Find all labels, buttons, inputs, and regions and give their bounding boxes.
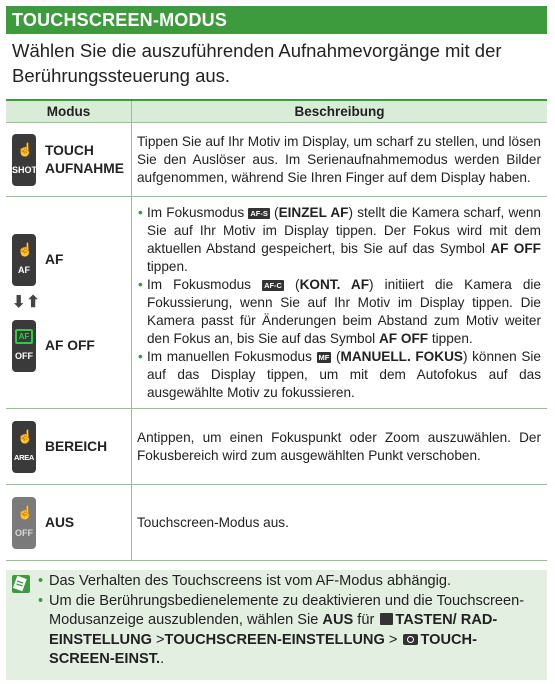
touch-shot-icon xyxy=(12,134,36,186)
touch-af-icon xyxy=(12,234,36,286)
af-s-icon: AF-S xyxy=(250,208,268,218)
notes-box xyxy=(6,570,547,680)
af-bullet-list xyxy=(137,204,541,402)
touchscreen-mode-table xyxy=(6,99,547,561)
toggle-arrows-icon: ⬇⬆ xyxy=(12,293,41,311)
table-row-off xyxy=(6,485,547,561)
table-row-touch-shot xyxy=(6,123,547,197)
mode-cell xyxy=(6,197,132,409)
list-item: • Das Verhalten des Touchscreens ist vom AF-Modus abhängig. xyxy=(38,572,542,592)
mode-label-off: AUS xyxy=(45,514,75,530)
icon-caption: AF xyxy=(18,264,30,275)
section-title: TOUCHSCREEN-MODUS xyxy=(6,6,547,34)
finger-icon: ☝ xyxy=(17,504,34,520)
label-line: AUFNAHME xyxy=(45,160,124,176)
mode-cell xyxy=(6,409,132,485)
mode-label-af-off: AF OFF xyxy=(45,337,95,353)
touch-area-icon xyxy=(12,421,36,473)
af-frame-icon xyxy=(15,329,33,344)
table-header-row xyxy=(6,100,547,123)
camera-icon xyxy=(403,634,418,645)
mode-label-area: BEREICH xyxy=(45,438,108,454)
mode-cell xyxy=(6,485,132,561)
mode-label-af: AF xyxy=(45,251,64,267)
finger-icon: ☝ xyxy=(17,428,34,444)
icon-caption: OFF xyxy=(15,350,33,361)
intro-text: Wählen Sie die auszuführenden Aufnahmevorgänge mit der Berührungssteuerung aus. xyxy=(12,40,502,86)
table-row-af xyxy=(6,197,547,409)
description-cell: Tippen Sie auf Ihr Motiv im Display, um scharf zu stellen, und lösen Sie den Auslöser aus. Im Serienaufnahmemodus werden Bilder aufgenommen, während Sie Ihren Finger auf dem Display haben. xyxy=(132,123,548,197)
finger-icon: ☝ xyxy=(17,141,34,157)
table-row-area xyxy=(6,409,547,485)
mf-icon: MF xyxy=(318,352,330,362)
mode-label-touch-shot xyxy=(45,142,124,178)
af-c-icon: AF-C xyxy=(264,280,282,290)
list-item: • Im manuellen Fokusmodus MF (MANUELL. FOKUS) können Sie auf das Display tippen, um mit dem Autofokus auf das ausgewählte Motiv zu fokussieren. xyxy=(147,348,541,402)
list-item: • Um die Berührungsbedienelemente zu deaktivieren und die Touchscreen-Modusanzeige auszublenden, wählen Sie AUS für TASTEN/ RAD-EINSTELLUNG >TOUCHSCREEN-EINSTELLUNG > TOUCH-SCREEN-EINST.. xyxy=(38,592,542,670)
icon-caption: SHOT xyxy=(12,164,38,175)
af-frame-text: AF xyxy=(18,331,30,341)
column-header-description: Beschreibung xyxy=(132,100,548,123)
list-item: • Im Fokusmodus AF-C (KONT. AF) initiiert die Kamera die Fokussierung, wenn Sie auf Ihr Motiv im Display tippen. Die Kamera passt für Änderungen beim Abstand zum Motiv weiter den Fokus an, bis Sie auf das Symbol AF OFF tippen. xyxy=(147,276,541,348)
mode-cell xyxy=(6,123,132,197)
notes-list xyxy=(38,572,542,670)
label-line: TOUCH xyxy=(45,142,94,158)
description-cell: Antippen, um einen Fokuspunkt oder Zoom auszuwählen. Der Fokusbereich wird zum ausgewählten Punkt verschoben. xyxy=(132,409,548,485)
af-off-icon xyxy=(12,320,36,372)
list-item: • Im Fokusmodus AF-S (EINZEL AF) stellt die Kamera scharf, wenn Sie auf Ihr Motiv im Display tippen. Der Fokus wird mit dem aktuellen Abstand gespeichert, bis Sie auf das Symbol AF OFF tippen. xyxy=(147,204,541,276)
description-cell: Touchscreen-Modus aus. xyxy=(132,485,548,561)
column-header-mode: Modus xyxy=(6,100,132,123)
note-icon xyxy=(11,574,31,594)
description-cell xyxy=(132,197,548,409)
icon-caption: OFF xyxy=(15,527,33,538)
finger-icon: ☝ xyxy=(17,241,34,257)
touch-off-icon xyxy=(12,497,36,549)
button-settings-icon xyxy=(380,613,393,625)
icon-caption: AREA xyxy=(13,452,35,462)
